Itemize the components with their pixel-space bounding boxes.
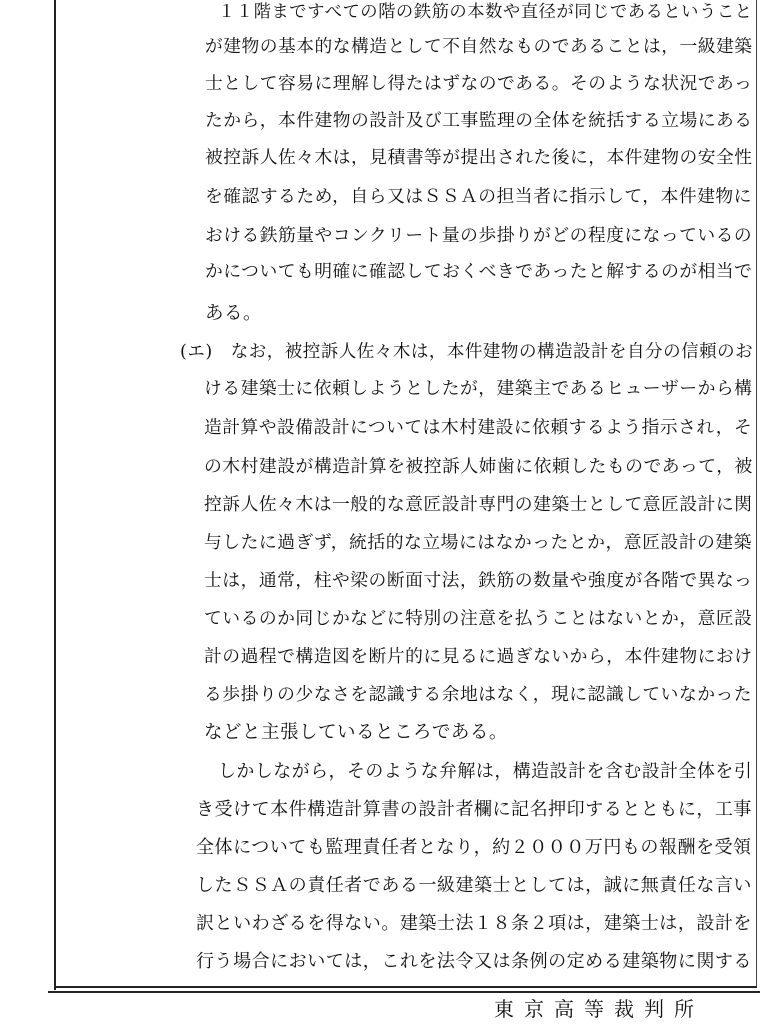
left-border-line — [54, 0, 56, 990]
text-line: 被控訴人佐々木は，見積書等が提出された後に，本件建物の安全性 — [205, 148, 753, 168]
text-line: き受けて本件構造計算書の設計者欄に記名押印するとともに，工事 — [196, 799, 752, 820]
text-line: (エ) なお，被控訴人佐々木は，本件建物の構造設計を自分の信頼のお — [180, 342, 754, 362]
right-border-line — [756, 0, 757, 988]
text-line: 訳といわざるを得ない。建築士法１８条２項は，建築士は，設計を — [196, 913, 752, 934]
text-line: ける建築士に依頼しようとしたが，建築主であるヒューザーから構 — [204, 378, 753, 399]
text-line: 控訴人佐々木は一般的な意匠設計専門の建築士として意匠設計に関 — [204, 494, 753, 515]
court-name-footer: 東京高等裁判所 — [494, 997, 704, 1021]
text-line: １１階まですべての階の鉄筋の本数や直径が同じであるということ — [218, 2, 753, 22]
text-line: ある。 — [205, 303, 263, 324]
text-line: などと主張しているところである。 — [204, 722, 508, 743]
bottom-border-line — [54, 986, 757, 988]
text-line: 士として容易に理解し得たはずなのである。そのような状況であっ — [205, 74, 753, 94]
text-line: たから，本件建物の設計及び工事監理の全体を統括する立場にある — [205, 111, 753, 131]
text-line: 造計算や設備設計については木村建設に依頼するよう指示され，そ — [204, 418, 753, 438]
text-line: 計の過程で構造図を断片的に見るに過ぎないから，本件建物におけ — [204, 646, 753, 667]
text-line: る歩掛りの少なさを認識する余地はなく，現に認識していなかった — [204, 684, 753, 705]
text-line: 与したに過ぎず，統括的な立場にはなかったとか，意匠設計の建築 — [204, 532, 752, 553]
text-line: を確認するため，自ら又はＳＳＡの担当者に指示して，本件建物に — [205, 186, 752, 207]
text-line: ているのか同じかなどに特別の注意を払うことはないとか，意匠設 — [204, 608, 753, 629]
text-line: 行う場合においては，これを法令又は条例の定める建築物に関する — [196, 951, 752, 972]
text-line: の木村建設が構造計算を被控訴人姉歯に依頼したものであって，被 — [204, 456, 753, 477]
text-line: しかしながら，そのような弁解は，構造設計を含む設計全体を引 — [218, 761, 753, 782]
text-line: かについても明確に確認しておくべきであったと解するのが相当で — [205, 261, 753, 282]
text-line: したＳＳＡの責任者である一級建築士としては，誠に無責任な言い — [196, 875, 752, 896]
text-line: が建物の基本的な構造として不自然なものであることは，一級建築 — [205, 37, 753, 57]
text-line: 士は，通常，柱や梁の断面寸法，鉄筋の数量や強度が各階で異なっ — [204, 570, 753, 591]
bottom-border-double-line — [48, 991, 760, 993]
text-line: 全体についても監理責任者となり，約２０００万円もの報酬を受領 — [196, 837, 752, 858]
text-line: おける鉄筋量やコンクリート量の歩掛りがどの程度になっているの — [205, 226, 753, 246]
